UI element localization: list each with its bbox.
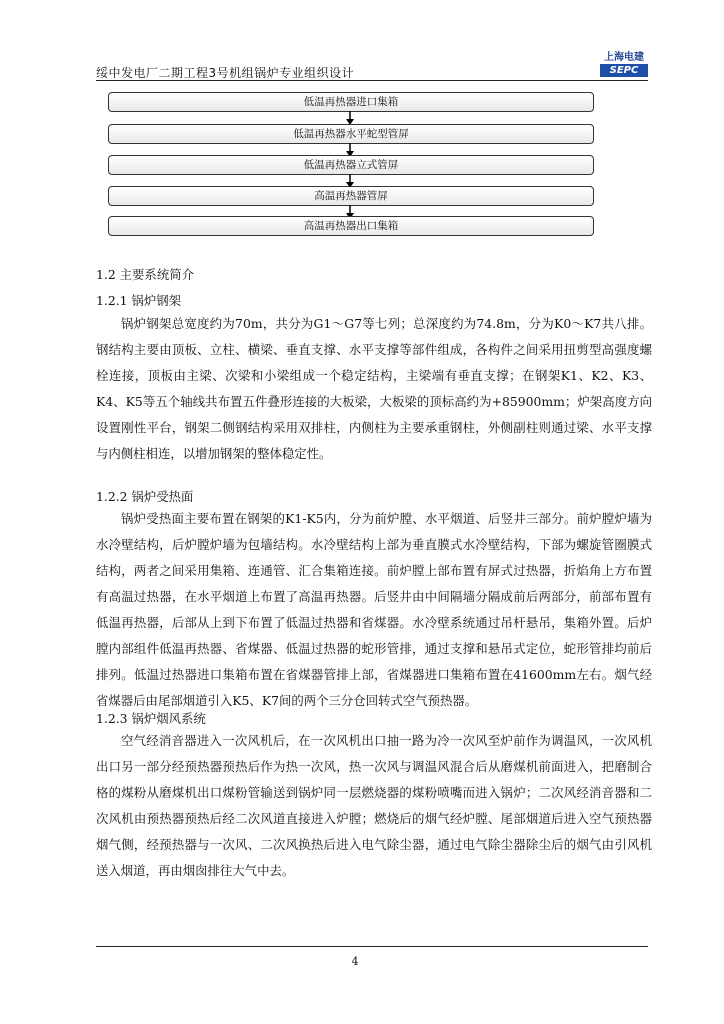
section-heading-1-2-3: 1.2.3 锅炉烟风系统 bbox=[96, 711, 206, 726]
paragraph-heating-surface bbox=[96, 506, 652, 714]
logo-top-text: 上海电建 bbox=[604, 52, 644, 63]
paragraph-text: 锅炉受热面主要布置在钢架的K1-K5内，分为前炉膛、水平烟道、后竖井三部分。前炉膛炉墙为水冷壁结构，后炉膛炉墙为包墙结构。水冷壁结构上部为垂直膜式水冷壁结构，下部为螺旋管圈膜式结构，两者之间采用集箱、连通管、汇合集箱连接。前炉膛上部布置有屏式过热器，折焰角上方布置有高温过热器，在水平烟道上布置了高温再热器。后竖井由中间隔墙分隔成前后两部分，前部布置有低温再热器，后部从上到下布置了低温过热器和省煤器。水冷壁系统通过吊杆悬吊，集箱外置。后炉膛内部组件低温再热器、省煤器、低温过热器的蛇形管排，通过支撑和悬吊式定位，蛇形管排均前后排列。低温过热器进口集箱布置在省煤器管排上部，省煤器进口集箱布置在41600mm左右。烟气经省煤器后由尾部烟道引入K5、K7间的两个三分仓回转式空气预热器。 bbox=[96, 511, 652, 708]
flow-step-3: 低温再热器立式管屏 bbox=[108, 155, 594, 175]
section-heading-1-2-1: 1.2.1 锅炉钢架 bbox=[96, 293, 182, 308]
company-logo bbox=[600, 52, 648, 78]
page-number: 4 bbox=[351, 955, 359, 968]
document-header-title: 绥中发电厂二期工程3号机组锅炉专业组织设计 bbox=[96, 66, 355, 80]
paragraph-text: 空气经消音器进入一次风机后，在一次风机出口抽一路为冷一次风至炉前作为调温风，一次风机出口另一部分经预热器预热后作为热一次风，热一次风与调温风混合后从磨煤机前面进入，把磨制合格的煤粉从磨煤机出口煤粉管输送到锅炉同一层燃烧器的煤粉喷嘴而进入锅炉；二次风经消音器和二次风机由预热器预热后经二次风道直接进入炉膛；燃烧后的烟气经炉膛、尾部烟道后进入空气预热器烟气侧，经预热器与一次风、二次风换热后进入电气除尘器，通过电气除尘器除尘后的烟气由引风机送入烟道，再由烟囱排往大气中去。 bbox=[96, 733, 652, 878]
flow-arrow-icon bbox=[344, 111, 356, 125]
footer-divider bbox=[96, 946, 648, 947]
section-heading-1-2: 1.2 主要系统简介 bbox=[96, 267, 194, 282]
flow-step-5: 高温再热器出口集箱 bbox=[108, 216, 594, 236]
paragraph-text: 锅炉钢架总宽度约为70m，共分为G1～G7等七列；总深度约为74.8m，分为K0～K7共八排。钢结构主要由顶板、立柱、横梁、垂直支撑、水平支撑等部件组成，各构件之间采用扭剪型高强度螺栓连接，顶板由主梁、次梁和小梁组成一个稳定结构，主梁端有垂直支撑；在钢架K1、K2、K3、K4、K5等五个轴线共布置五件叠形连接的大板梁，大板梁的顶标高约为+85900mm；炉架高度方向设置刚性平台，钢架二侧钢结构采用双排柱，内侧柱为主要承重钢柱，外侧副柱则通过梁、水平支撑与内侧柱相连，以增加钢架的整体稳定性。 bbox=[96, 316, 652, 461]
logo-bottom-text: SEPC bbox=[600, 64, 648, 77]
flow-step-1: 低温再热器进口集箱 bbox=[108, 92, 594, 112]
paragraph-steel-frame bbox=[96, 311, 652, 467]
section-heading-1-2-2: 1.2.2 锅炉受热面 bbox=[96, 489, 194, 504]
flow-step-2: 低温再热器水平蛇型管屏 bbox=[108, 124, 594, 144]
header-divider bbox=[96, 80, 648, 81]
paragraph-air-flue-system bbox=[96, 728, 652, 884]
flow-step-4: 高温再热器管屏 bbox=[108, 186, 594, 206]
